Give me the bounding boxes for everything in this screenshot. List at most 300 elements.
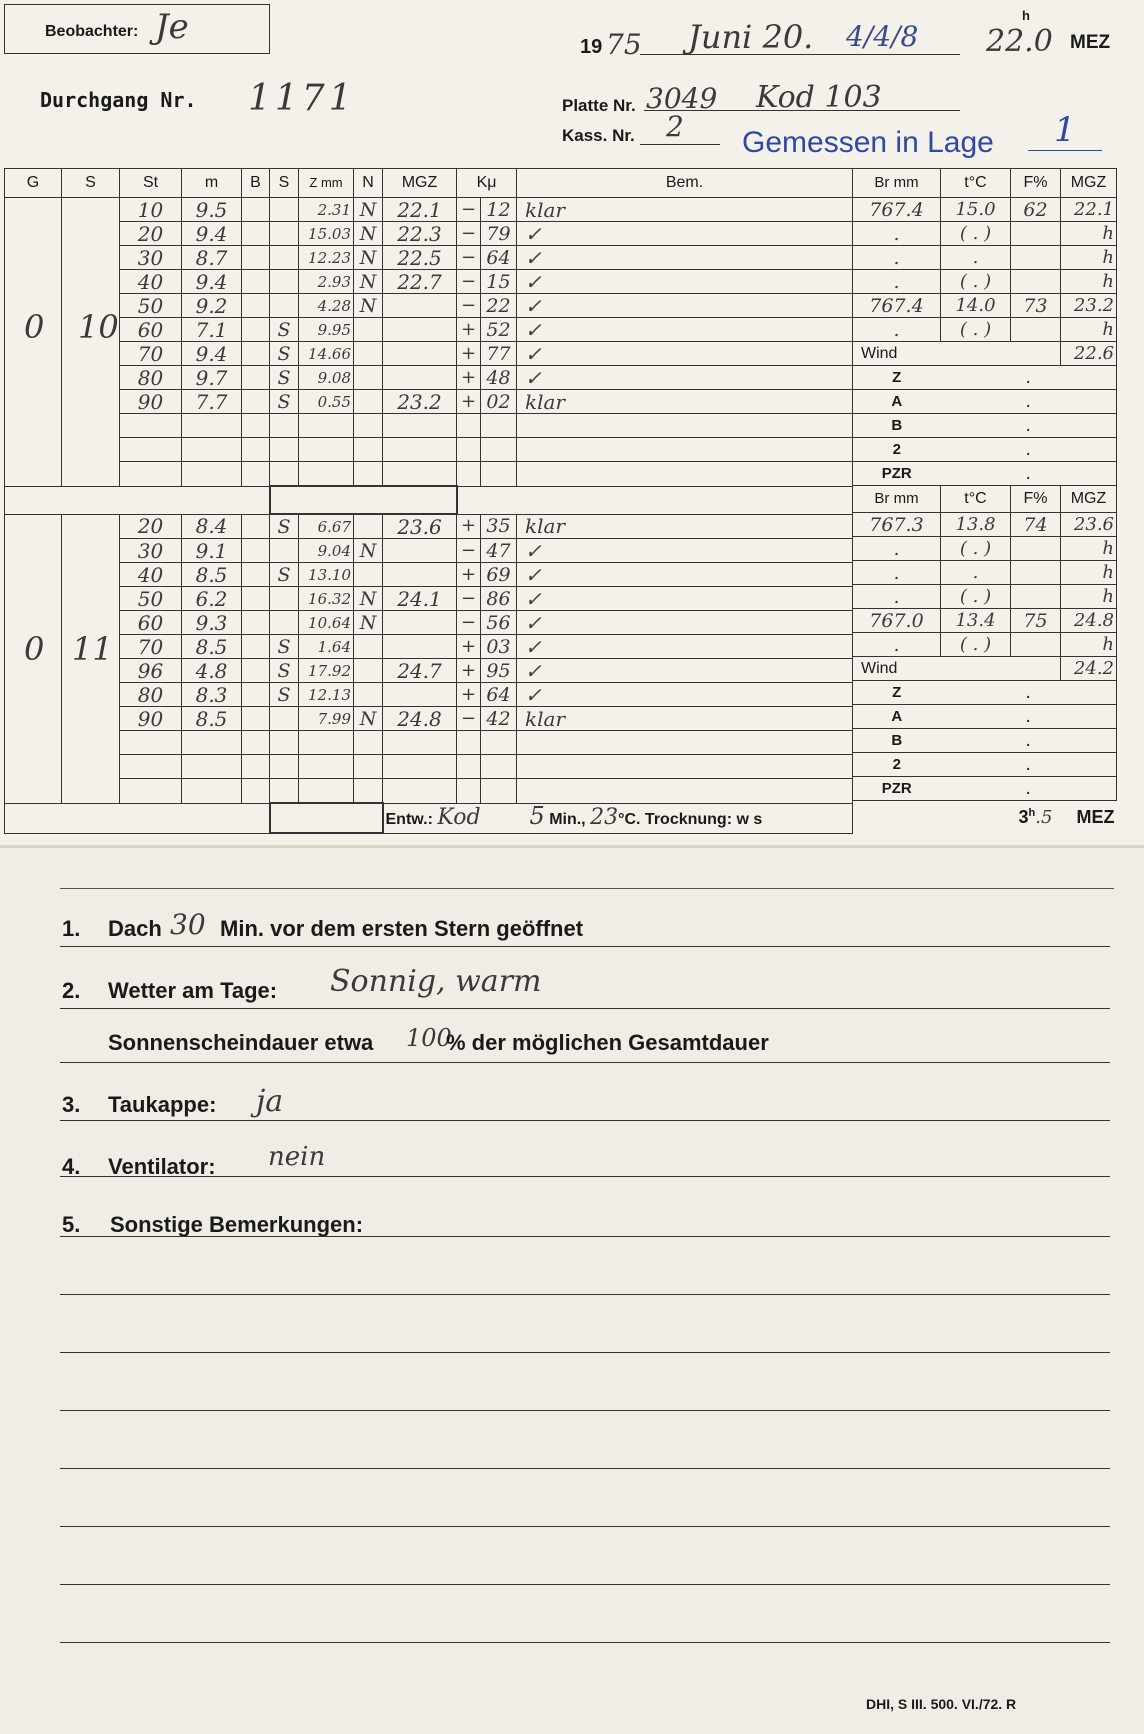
note4-line	[60, 1176, 1110, 1177]
table-row	[5, 683, 853, 707]
table-cell: +	[457, 563, 481, 587]
table-cell: −	[457, 270, 481, 294]
table-cell: −	[457, 246, 481, 270]
table-cell	[242, 563, 270, 587]
end-time-sup: h	[1028, 806, 1036, 819]
table-cell: ( . )	[941, 537, 1011, 561]
col-z: Z mm	[299, 169, 354, 198]
table-cell: 24.1	[383, 587, 457, 611]
table-cell: 6.67	[299, 514, 354, 539]
table-cell: 9.7	[182, 366, 242, 390]
table-cell	[383, 563, 457, 587]
table-cell	[120, 731, 182, 755]
table-cell: .	[853, 633, 941, 657]
table-cell: 48	[481, 366, 517, 390]
table-cell: +	[457, 659, 481, 683]
table-cell: 17.92	[299, 659, 354, 683]
table-cell: S	[270, 659, 299, 683]
note5-line	[60, 1236, 1110, 1237]
table-cell: 90	[120, 707, 182, 731]
table-row	[5, 587, 853, 611]
table-cell: 22.7	[383, 270, 457, 294]
table-cell	[383, 318, 457, 342]
table-row	[5, 635, 853, 659]
table-cell	[383, 342, 457, 366]
table-cell	[182, 779, 242, 804]
extra-row	[853, 729, 1117, 753]
table-cell: .	[853, 318, 941, 342]
table-cell: 2	[853, 438, 941, 462]
table-cell	[270, 438, 299, 462]
table-cell: 22.6	[1061, 342, 1117, 366]
table-cell: h	[1061, 561, 1117, 585]
table-row	[5, 563, 853, 587]
date-extra: 4/4/8	[846, 20, 919, 53]
table-cell: 22.3	[383, 222, 457, 246]
col-b: B	[242, 169, 270, 198]
table-cell: 24.8	[1061, 609, 1117, 633]
table-cell: 23.2	[1061, 294, 1117, 318]
table-cell: 7.1	[182, 318, 242, 342]
end-zone: MEZ	[1076, 806, 1115, 827]
table-cell: S	[270, 318, 299, 342]
table-cell: .	[941, 777, 1117, 801]
table-cell: +	[457, 635, 481, 659]
blank-line-7	[60, 1642, 1110, 1643]
extra-row	[853, 705, 1117, 729]
table-cell	[242, 539, 270, 563]
table-cell	[270, 222, 299, 246]
table-cell: .	[853, 270, 941, 294]
table-cell: 9.08	[299, 366, 354, 390]
table-cell	[270, 779, 299, 804]
table-cell: 9.4	[182, 270, 242, 294]
weather-header-row	[853, 169, 1117, 198]
table-cell: h	[1061, 537, 1117, 561]
weather-table	[852, 168, 1117, 829]
table-cell	[182, 462, 242, 487]
observer-label: Beobachter:	[45, 23, 139, 40]
blank-line-2	[60, 1352, 1110, 1353]
table-cell: h	[1061, 585, 1117, 609]
table-cell	[182, 755, 242, 779]
table-cell: 8.7	[182, 246, 242, 270]
extra-row	[853, 462, 1117, 486]
table-cell: .	[853, 561, 941, 585]
table-cell	[481, 414, 517, 438]
note2-line	[60, 1008, 1110, 1009]
table-cell: .	[941, 681, 1117, 705]
table-cell: 767.4	[853, 198, 941, 222]
table-cell: 23.2	[383, 390, 457, 414]
note2-num: 2.	[62, 978, 81, 1003]
table-cell: −	[457, 222, 481, 246]
table-cell	[242, 222, 270, 246]
table-row	[5, 246, 853, 270]
entw-label: Entw.:	[385, 811, 433, 828]
weather-row	[853, 633, 1117, 657]
table-cell	[1011, 561, 1061, 585]
table-cell: 95	[481, 659, 517, 683]
table-cell	[354, 755, 383, 779]
table-cell: ✓	[517, 342, 853, 366]
note2b-post: % der möglichen Gesamtdauer	[446, 1030, 769, 1055]
observer-value: Je	[155, 7, 189, 47]
table-cell: 30	[120, 539, 182, 563]
table-cell	[383, 683, 457, 707]
transit-label: Durchgang Nr.	[40, 88, 197, 112]
year-suffix: 75	[606, 28, 642, 61]
table-row	[5, 222, 853, 246]
observation-table	[4, 168, 853, 834]
extra-row	[853, 753, 1117, 777]
weather-row	[853, 513, 1117, 537]
table-cell: 47	[481, 539, 517, 563]
table-row	[5, 707, 853, 731]
table-cell: 42	[481, 707, 517, 731]
plate-label: Platte Nr.	[562, 96, 636, 115]
table-cell	[270, 198, 299, 222]
table-cell: 1.64	[299, 635, 354, 659]
table-cell: 50	[120, 587, 182, 611]
table-cell: 767.3	[853, 513, 941, 537]
table-cell: S	[270, 563, 299, 587]
table-cell	[481, 755, 517, 779]
col-t: t°C	[941, 169, 1011, 198]
table-cell: 10.64	[299, 611, 354, 635]
table-cell	[383, 294, 457, 318]
table-cell: −	[457, 539, 481, 563]
table-cell: +	[457, 318, 481, 342]
table-cell: 10	[120, 198, 182, 222]
table-cell: .	[941, 390, 1117, 414]
table-cell	[120, 755, 182, 779]
note5-num: 5.	[62, 1212, 81, 1237]
table-cell	[354, 635, 383, 659]
table-cell	[383, 414, 457, 438]
table-cell: 23.6	[1061, 513, 1117, 537]
table-cell	[299, 731, 354, 755]
table-cell	[354, 659, 383, 683]
table-cell	[299, 462, 354, 487]
development-row	[5, 803, 853, 833]
table-cell: N	[354, 587, 383, 611]
table-cell	[242, 707, 270, 731]
table-cell: 40	[120, 270, 182, 294]
table-cell	[242, 635, 270, 659]
table-cell	[120, 462, 182, 487]
col-mgz-w-2: MGZ	[1061, 486, 1117, 513]
table-cell: 12.13	[299, 683, 354, 707]
table-cell: 2	[853, 753, 941, 777]
end-time-dec: .5	[1035, 806, 1053, 828]
table-cell	[354, 731, 383, 755]
table-cell	[1011, 222, 1061, 246]
col-t-2: t°C	[941, 486, 1011, 513]
table-cell	[270, 270, 299, 294]
table-cell	[383, 462, 457, 487]
table-cell: −	[457, 198, 481, 222]
table-cell: 8.3	[182, 683, 242, 707]
table-cell: Wind	[853, 657, 1061, 681]
table-cell: 40	[120, 563, 182, 587]
table-cell	[242, 246, 270, 270]
table-cell	[299, 414, 354, 438]
table-cell: 22.5	[383, 246, 457, 270]
table-cell: ✓	[517, 587, 853, 611]
table-cell: .	[941, 414, 1117, 438]
col-g: G	[5, 169, 62, 198]
table-cell	[1011, 246, 1061, 270]
table-cell: ✓	[517, 563, 853, 587]
table-cell: 64	[481, 246, 517, 270]
table-cell: 8.5	[182, 563, 242, 587]
table-cell: 64	[481, 683, 517, 707]
entw-minutes: 5	[529, 803, 545, 830]
table-cell: 80	[120, 366, 182, 390]
table-cell: 8.4	[182, 514, 242, 539]
measured-stamp: Gemessen in Lage	[742, 126, 994, 159]
table-cell: .	[941, 705, 1117, 729]
table-cell: N	[354, 611, 383, 635]
note1-post: Min. vor dem ersten Stern geöffnet	[220, 916, 584, 941]
table-cell: +	[457, 366, 481, 390]
note1-pre: Dach	[108, 916, 162, 941]
table-cell: 24.8	[383, 707, 457, 731]
col-m: m	[182, 169, 242, 198]
time-value: 22.0	[986, 24, 1053, 59]
table-cell	[270, 462, 299, 487]
table-cell	[182, 438, 242, 462]
table-cell: h	[1061, 270, 1117, 294]
plate-extra: Kod 103	[756, 80, 882, 115]
table-cell	[481, 731, 517, 755]
table-cell	[242, 514, 270, 539]
extra-row	[853, 390, 1117, 414]
table-cell: 90	[120, 390, 182, 414]
table-cell: ✓	[517, 270, 853, 294]
col-n: N	[354, 169, 383, 198]
table-cell: 9.4	[182, 342, 242, 366]
table-cell	[242, 683, 270, 707]
table-cell: 767.4	[853, 294, 941, 318]
note1-num: 1.	[62, 916, 81, 941]
note4-value: nein	[268, 1142, 326, 1172]
table-cell	[182, 414, 242, 438]
date-value: Juni 20.	[688, 18, 814, 56]
table-cell: A	[853, 390, 941, 414]
table-cell: 7.7	[182, 390, 242, 414]
table-row	[5, 731, 853, 755]
note4-label: Ventilator:	[108, 1154, 216, 1179]
entw-minutes-label: Min.,	[549, 811, 586, 828]
table-cell	[354, 683, 383, 707]
table-cell: 60	[120, 318, 182, 342]
table-cell: .	[941, 561, 1011, 585]
table-cell: S	[270, 635, 299, 659]
table-cell	[354, 390, 383, 414]
weather-row	[853, 609, 1117, 633]
table-cell: 03	[481, 635, 517, 659]
table-cell	[270, 611, 299, 635]
table-cell: +	[457, 342, 481, 366]
table-cell: S	[270, 683, 299, 707]
end-time: 3	[1018, 806, 1029, 827]
plate-value: 3049	[646, 82, 718, 115]
blank-line-3	[60, 1410, 1110, 1411]
weather-row	[853, 585, 1117, 609]
note3-line	[60, 1120, 1110, 1121]
table-cell: 70	[120, 342, 182, 366]
table-cell: ✓	[517, 635, 853, 659]
table-cell: .	[853, 222, 941, 246]
table-cell: ✓	[517, 246, 853, 270]
table-cell: −	[457, 707, 481, 731]
table-cell: S	[270, 514, 299, 539]
table-row	[5, 755, 853, 779]
end-time-row	[853, 801, 1117, 830]
table-cell: 70	[120, 635, 182, 659]
table-cell: 2.93	[299, 270, 354, 294]
table-cell: 13.8	[941, 513, 1011, 537]
table-cell: 02	[481, 390, 517, 414]
table-cell	[354, 414, 383, 438]
table-cell: S	[270, 366, 299, 390]
note2b-pre: Sonnenscheindauer etwa	[108, 1030, 374, 1055]
table-cell: 767.0	[853, 609, 941, 633]
table-cell: 6.2	[182, 587, 242, 611]
table-cell: 20	[120, 514, 182, 539]
table-row	[5, 779, 853, 804]
weather-row	[853, 537, 1117, 561]
table-row	[5, 366, 853, 390]
table-cell: 73	[1011, 294, 1061, 318]
table-cell: 79	[481, 222, 517, 246]
table-cell	[517, 731, 853, 755]
table-cell	[383, 755, 457, 779]
table-row	[5, 198, 853, 222]
table-cell	[517, 755, 853, 779]
table-cell: +	[457, 514, 481, 539]
table-cell: ( . )	[941, 270, 1011, 294]
weather-row	[853, 270, 1117, 294]
blank-line-6	[60, 1584, 1110, 1585]
col-mgz-w: MGZ	[1061, 169, 1117, 198]
blank-line-4	[60, 1468, 1110, 1469]
extra-row	[853, 777, 1117, 801]
table-cell: ( . )	[941, 318, 1011, 342]
table-cell	[354, 438, 383, 462]
table-cell	[517, 462, 853, 487]
table-cell	[242, 390, 270, 414]
table-cell: +	[457, 683, 481, 707]
table-row	[5, 390, 853, 414]
table-cell	[270, 587, 299, 611]
table-cell: h	[1061, 318, 1117, 342]
table-cell	[383, 539, 457, 563]
table-cell: +	[457, 390, 481, 414]
cassette-label: Kass. Nr.	[562, 126, 635, 145]
table-cell: PZR	[853, 777, 941, 801]
table-cell: 50	[120, 294, 182, 318]
table-cell: .	[941, 753, 1117, 777]
table-cell: 35	[481, 514, 517, 539]
table-cell: B	[853, 414, 941, 438]
table-cell	[242, 587, 270, 611]
table-row	[5, 462, 853, 487]
table-cell	[242, 438, 270, 462]
table-cell	[354, 318, 383, 342]
table-cell	[457, 779, 481, 804]
table-cell	[182, 731, 242, 755]
block2-g: 0	[24, 630, 45, 668]
time-zone: MEZ	[1070, 32, 1111, 53]
table-cell: 24.7	[383, 659, 457, 683]
block2-s: 11	[72, 630, 113, 668]
table-row	[5, 414, 853, 438]
table-cell	[383, 438, 457, 462]
table-row	[5, 342, 853, 366]
block1-g: 0	[24, 308, 45, 346]
table-cell: S	[270, 342, 299, 366]
weather-row	[853, 561, 1117, 585]
note1-line	[60, 946, 1110, 947]
table-cell	[354, 342, 383, 366]
table-cell: .	[853, 246, 941, 270]
wind-row	[853, 657, 1117, 681]
col-bem: Bem.	[517, 169, 853, 198]
table-cell: Z	[853, 366, 941, 390]
table-cell	[354, 514, 383, 539]
table-cell: ( . )	[941, 585, 1011, 609]
table-cell: N	[354, 246, 383, 270]
table-cell	[1011, 270, 1061, 294]
table-cell: h	[1061, 633, 1117, 657]
table-cell: N	[354, 270, 383, 294]
table-cell: .	[941, 462, 1117, 486]
table-row	[5, 659, 853, 683]
table-cell: PZR	[853, 462, 941, 486]
table-cell: N	[354, 294, 383, 318]
table-cell: klar	[517, 390, 853, 414]
block1-s: 10	[78, 308, 119, 346]
col-br: Br mm	[853, 169, 941, 198]
table-cell	[354, 366, 383, 390]
table-cell	[481, 462, 517, 487]
note2-value: Sonnig, warm	[330, 964, 542, 999]
table-cell: −	[457, 587, 481, 611]
col-st: St	[120, 169, 182, 198]
table-cell	[242, 731, 270, 755]
table-cell	[457, 731, 481, 755]
table-cell: 16.32	[299, 587, 354, 611]
table-cell: .	[941, 729, 1117, 753]
table-row	[5, 539, 853, 563]
table-cell: 14.66	[299, 342, 354, 366]
col-s: S	[62, 169, 120, 198]
table-cell: N	[354, 539, 383, 563]
table-row	[5, 514, 853, 539]
table-cell: klar	[517, 707, 853, 731]
cassette-underline	[640, 144, 720, 145]
table-cell	[299, 438, 354, 462]
form-code: DHI, S III. 500. VI./72. R	[866, 1696, 1017, 1712]
table-cell	[242, 366, 270, 390]
table-cell	[481, 779, 517, 804]
table-cell	[517, 438, 853, 462]
table-cell: h	[1061, 246, 1117, 270]
table-cell: 15.0	[941, 198, 1011, 222]
